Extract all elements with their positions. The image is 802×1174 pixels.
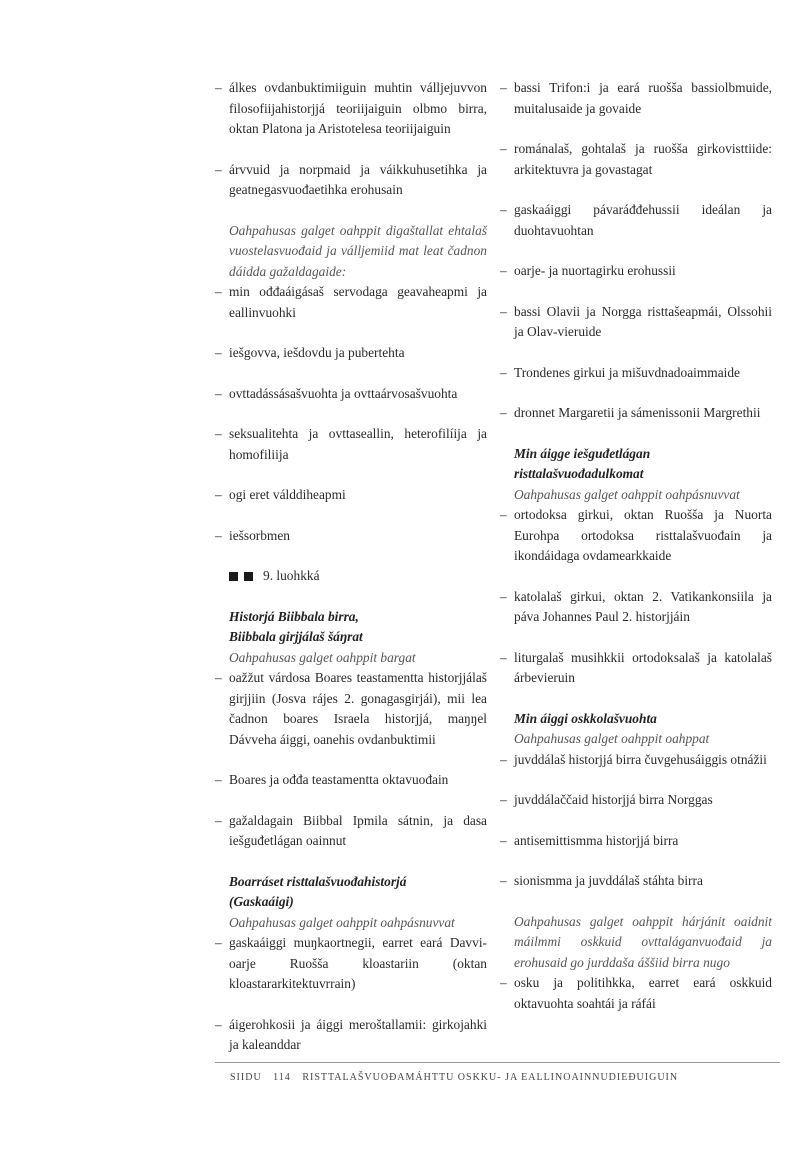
page-footer: [230, 1072, 686, 1083]
right-column: [500, 78, 772, 1034]
section-heading: Historjá Biibbala birra,: [229, 608, 359, 624]
list-item: – dronnet Margaretii ja sámenissonii Margrethii: [500, 403, 772, 424]
section-subheading: Oahpahusas galget oahppit oahppat: [514, 731, 710, 746]
intro-text: Oahpahusas galget oahppit hárjánit oaidnit máilmmi oskkuid ovttaláganvuođaid ja erohusaid go jurddaša áššiid birra nugo: [514, 913, 772, 970]
section-heading: Min áigge iešguđetlágan: [514, 445, 651, 461]
section-heading: Boarráset risttalašvuođahistorjá: [229, 873, 407, 889]
list-item: – iešsorbmen: [215, 526, 487, 547]
list-item: – antisemittismma historjjá birra: [500, 831, 772, 852]
section-subheading: Oahpahusas galget oahppit bargat: [229, 649, 416, 665]
list-item: – iešgovva, iešdovdu ja pubertehta: [215, 343, 487, 364]
footer-page-label: SIIDU: [230, 1072, 262, 1083]
list-item: – min ođđaáigásaš servodaga geavaheapmi ja eallinvuohki: [215, 282, 487, 323]
list-item: – ortodoksa girkui, oktan Ruošša ja Nuorta Eurohpa ortodoksa risttalašvuođain ja ikondáidaga ovdamearkkaide: [500, 505, 772, 567]
grade-label: 9. luohkká: [263, 568, 320, 583]
list-item: – Boares ja ođđa teastamentta oktavuođain: [215, 770, 487, 791]
section-heading: risttalašvuođadulkomat: [514, 466, 644, 481]
intro-text: Oahpahusas galget oahppit digaštallat ehtalaš vuostelasvuođaid ja válljemiid mat leat čadnon dáidda gažaldagaide:: [229, 222, 487, 279]
list-item: – juvddálaččaid historjjá birra Norggas: [500, 790, 772, 811]
footer-page-number: 114: [273, 1072, 291, 1083]
square-bullet-icon: [244, 572, 253, 581]
footer-title: RISTTALAŠVUOĐAMÁHTTU OSKKU- JA EALLINOAINNUDIEĐUIGUIN: [302, 1072, 679, 1083]
list-item: – sionismma ja juvddálaš stáhta birra: [500, 871, 772, 892]
list-item: – bassi Trifon:i ja eará ruošša bassiolbmuide, muitalusaide ja govaide: [500, 78, 772, 119]
section-heading: Biibbala girjjálaš šáŋrat: [229, 629, 363, 644]
section-heading: (Gaskaáigi): [229, 894, 294, 909]
list-item: – gaskaáiggi pávaráđđehussii ideálan ja duohtavuohtan: [500, 200, 772, 241]
footer-divider: [215, 1062, 780, 1063]
list-item: – áigerohkosii ja áiggi meroštallamii: girkojahki ja kaleanddar: [215, 1015, 487, 1056]
section-heading: Min áiggi oskkolašvuohta: [514, 710, 657, 726]
left-column: [215, 78, 487, 1076]
list-item: – liturgalaš musihkkii ortodoksalaš ja katolalaš árbevieruin: [500, 648, 772, 689]
list-item: – ogi eret válddiheapmi: [215, 485, 487, 506]
list-item: – seksualitehta ja ovttaseallin, heterofilíija ja homofiliija: [215, 424, 487, 465]
section-subheading: Oahpahusas galget oahppit oahpásnuvvat: [229, 914, 455, 930]
list-item: – bassi Olavii ja Norgga risttašeapmái, Olssohii ja Olav-vieruide: [500, 302, 772, 343]
list-item: – katolalaš girkui, oktan 2. Vatikankonsiila ja páva Johannes Paul 2. historjjáin: [500, 587, 772, 628]
list-item: – osku ja politihkka, earret eará oskkuid oktavuohta soahtái ja ráfái: [500, 973, 772, 1014]
list-item: – Trondenes girkui ja mišuvdnadoaimmaide: [500, 363, 772, 384]
list-item: – árvvuid ja norpmaid ja váikkuhusetihka ja geatnegasvuođaetihka erohusain: [215, 160, 487, 201]
list-item: – románalaš, gohtalaš ja ruošša girkovisttiide: arkitektuvra ja govastagat: [500, 139, 772, 180]
list-item: – juvddálaš historjjá birra čuvgehusáiggis otnážii: [500, 750, 772, 771]
square-bullet-icon: [229, 572, 238, 581]
list-item: – oarje- ja nuortagirku erohussii: [500, 261, 772, 282]
list-item: – álkes ovdanbuktimiiguin muhtin válljejuvvon filosofiijahistorjjá teoriijaiguin olbmo birra, oktan Platona ja Aristotelesa teoriijaiguin: [215, 78, 487, 140]
grade-marker: [215, 566, 487, 587]
list-item: – gaskaáiggi muŋkaortnegii, earret eará Davvi-oarje Ruošša kloastariin (oktan kloastararkitektuvrrain): [215, 933, 487, 995]
section-subheading: Oahpahusas galget oahppit oahpásnuvvat: [514, 486, 740, 502]
list-item: – ovttadássásašvuohta ja ovttaárvosašvuohta: [215, 384, 487, 405]
list-item: – oažžut várdosa Boares teastamentta historjjálaš girjjiin (Josva rájes 2. gonagasgirjái), mii lea čadnon boares Israela historjjá, maŋŋel Dávveha áiggi, oanehis ovdanbuktimii: [215, 668, 487, 750]
list-item: – gažaldagain Biibbal Ipmila sátnin, ja dasa iešguđetlágan oainnut: [215, 811, 487, 852]
